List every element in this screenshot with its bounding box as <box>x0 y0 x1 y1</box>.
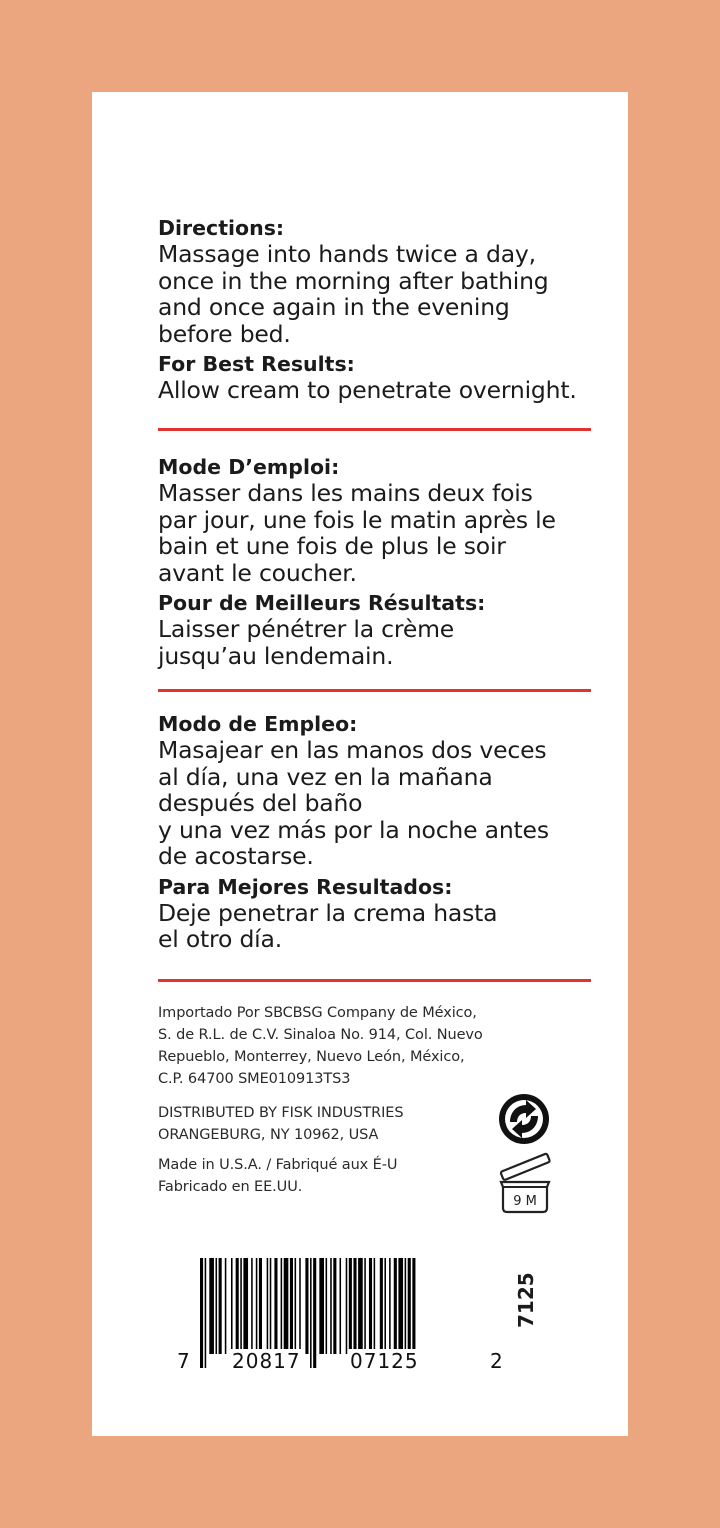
barcode-bar <box>384 1258 386 1354</box>
barcode-bar <box>349 1258 352 1354</box>
barcode-bar <box>313 1258 316 1368</box>
mode-emploi-text: Masser dans les mains deux fois par jour, une fois le matin après le bain et une fois de plus le soir avant le coucher. <box>158 479 556 587</box>
divider-rule <box>158 689 591 692</box>
barcode-bar <box>389 1258 391 1354</box>
distributor-info: DISTRIBUTED BY FISK INDUSTRIES ORANGEBURG, NY 10962, USA <box>158 1105 404 1143</box>
barcode-bar <box>243 1258 248 1354</box>
divider-rule <box>158 979 591 982</box>
barcode-bar <box>259 1258 262 1354</box>
barcode-bar <box>225 1258 227 1354</box>
directions-heading: Directions: <box>158 216 285 240</box>
barcode-bar <box>398 1258 403 1354</box>
modo-empleo-heading: Modo de Empleo: <box>158 712 358 736</box>
barcode-bar <box>219 1258 222 1354</box>
mejores-resultados-text: Deje penetrar la crema hasta el otro día. <box>158 898 498 953</box>
barcode-bar <box>330 1258 332 1354</box>
recycle-icon <box>496 1091 552 1147</box>
barcode-bar <box>231 1258 233 1354</box>
mejores-resultados-heading: Para Mejores Resultados: <box>158 874 453 899</box>
barcode-bar <box>353 1258 356 1354</box>
country-of-origin: Made in U.S.A. / Fabriqué aux É-U Fabricado en EE.UU. <box>158 1157 398 1195</box>
barcode-bar <box>209 1258 214 1354</box>
barcode-bar <box>251 1258 253 1354</box>
barcode-bar <box>358 1258 363 1354</box>
barcode-bar <box>346 1258 348 1354</box>
barcode-bar <box>284 1258 289 1354</box>
spanish-section <box>158 711 608 957</box>
barcode-bar <box>200 1258 203 1368</box>
directions-text: Massage into hands twice a day, once in the morning after bathing and once again in the evening before bed. <box>158 240 549 348</box>
english-section <box>158 215 608 408</box>
barcode-check-digit: 2 <box>490 1349 503 1373</box>
divider-rule <box>158 428 591 431</box>
open-jar-icon <box>494 1150 556 1216</box>
barcode-bar <box>394 1258 397 1354</box>
barcode-bar <box>333 1258 336 1354</box>
barcode-bar <box>281 1258 283 1354</box>
item-code: 7125 <box>514 1272 538 1328</box>
barcode-bar <box>274 1258 277 1354</box>
barcode-bar <box>295 1258 297 1354</box>
barcode-right-digits: 07125 <box>350 1349 419 1373</box>
barcode-bar <box>236 1258 239 1354</box>
barcode-bar <box>319 1258 324 1354</box>
barcode-bar <box>374 1258 376 1354</box>
barcode-bar <box>267 1258 269 1354</box>
barcode-bar <box>380 1258 383 1354</box>
barcode-bar <box>299 1258 301 1354</box>
meilleurs-resultats-text: Laisser pénétrer la crème jusqu’au lendemain. <box>158 615 455 670</box>
importer-info: Importado Por SBCBSG Company de México, S. de R.L. de C.V. Sinaloa No. 914, Col. Nuevo Repueblo, Monterrey, Nuevo León, México, C.P. 64700 SME010913TS3 <box>158 1005 483 1087</box>
pao-label: 9 M <box>513 1194 537 1209</box>
barcode-bar <box>240 1258 242 1354</box>
french-section <box>158 454 608 673</box>
barcode-bar <box>326 1258 328 1354</box>
modo-empleo-text: Masajear en las manos dos veces al día, una vez en la mañana después del baño y una vez más por la noche antes de acostarse. <box>158 736 549 870</box>
best-results-heading: For Best Results: <box>158 352 355 376</box>
barcode-bar <box>408 1258 411 1354</box>
barcode-bar <box>305 1258 308 1354</box>
barcode-bar <box>364 1258 366 1354</box>
barcode-bar <box>290 1258 293 1354</box>
barcode-bar <box>205 1258 207 1368</box>
meilleurs-resultats-heading: Pour de Meilleurs Résultats: <box>158 591 486 615</box>
product-label <box>92 92 628 1436</box>
barcode-bar <box>369 1258 372 1354</box>
best-results-text: Allow cream to penetrate overnight. <box>158 376 577 404</box>
barcode-bar <box>216 1258 218 1354</box>
mode-emploi-heading: Mode D’emploi: <box>158 455 340 479</box>
barcode-bar <box>310 1258 312 1368</box>
barcode-left-digits: 20817 <box>232 1349 301 1373</box>
barcode-first-digit: 7 <box>177 1349 190 1373</box>
barcode-bar <box>405 1258 407 1354</box>
barcode-bar <box>340 1258 342 1354</box>
barcode-bar <box>270 1258 272 1354</box>
barcode-bar <box>256 1258 258 1354</box>
